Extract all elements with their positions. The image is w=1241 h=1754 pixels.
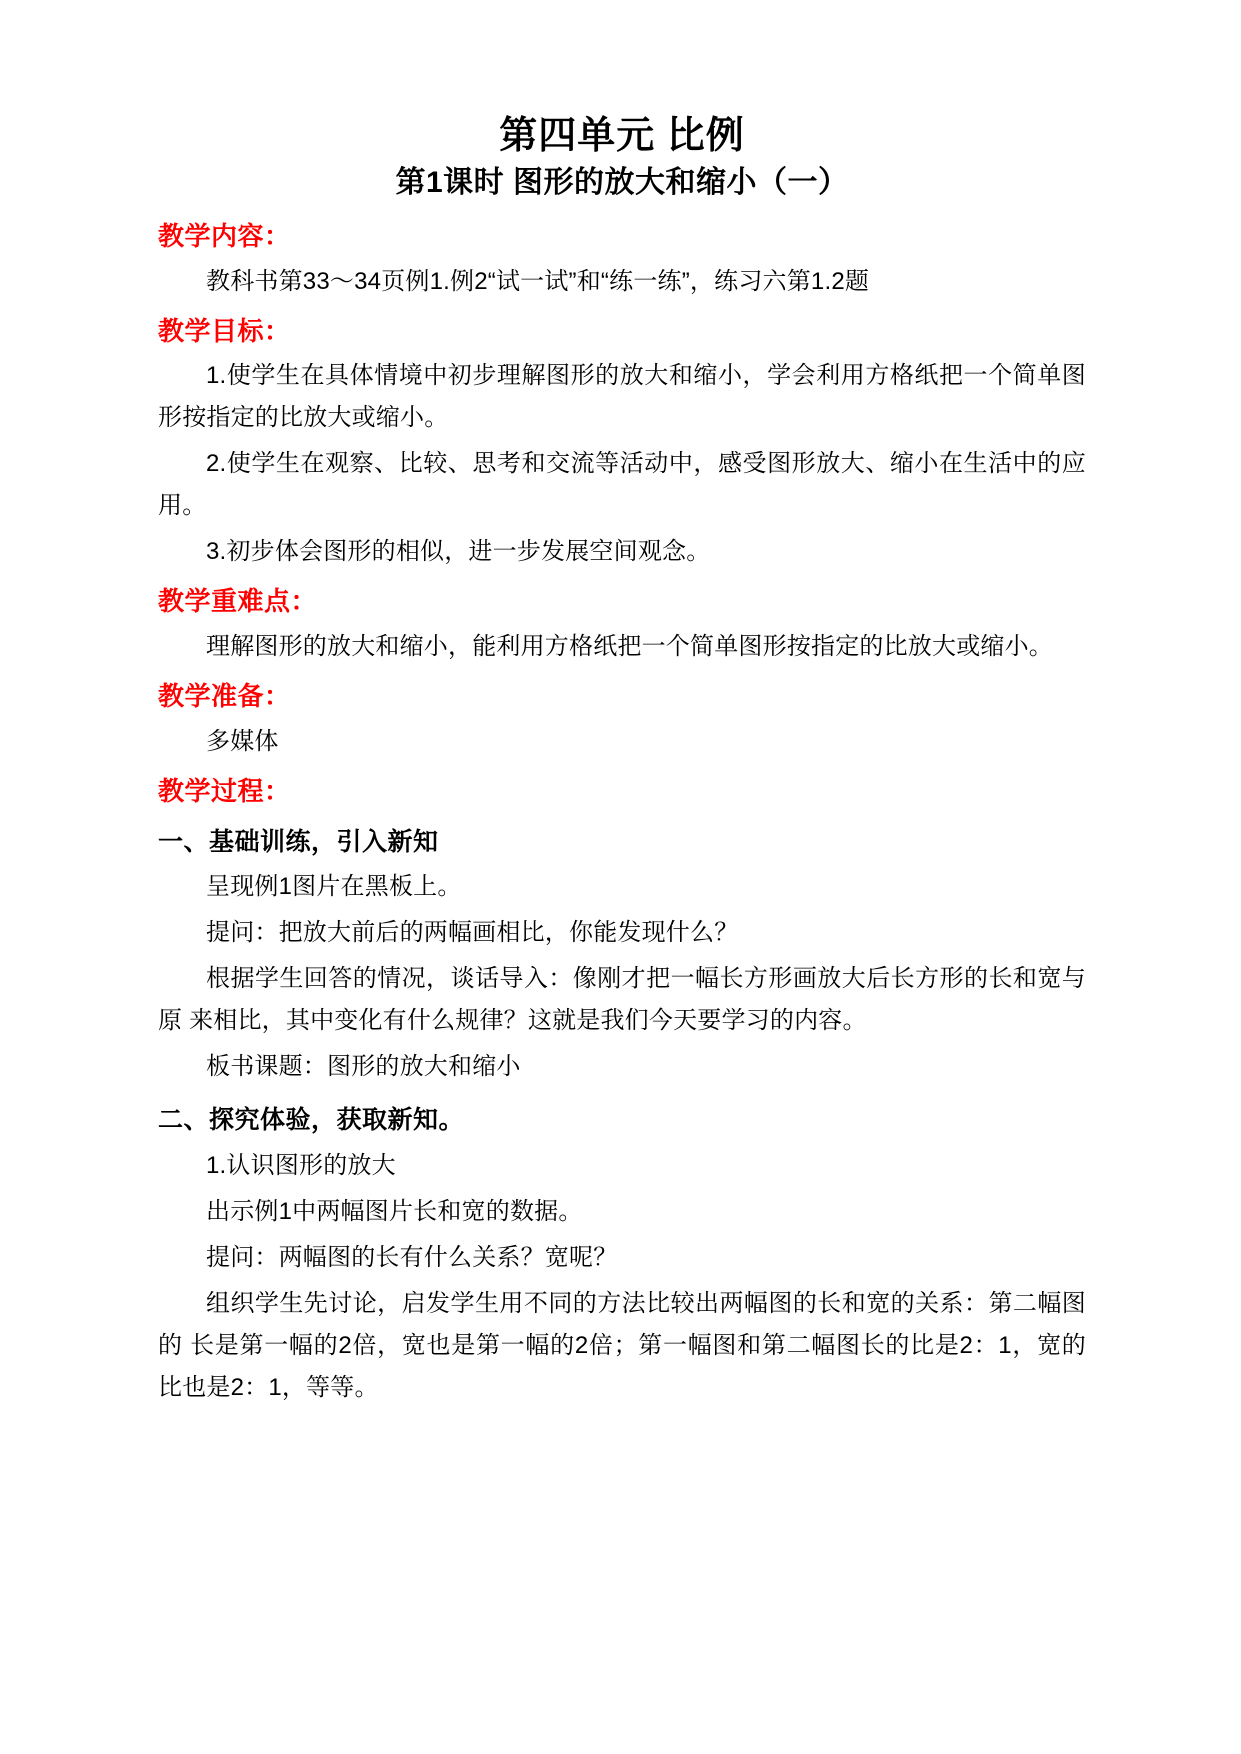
part-one-paragraph: 提问：把放大前后的两幅画相比，你能发现什么？ <box>206 919 739 947</box>
section-heading-key-difficulties: 教学重难点： <box>158 586 318 617</box>
teaching-preparation-body: 多媒体 <box>206 728 279 756</box>
section-heading-teaching-objectives: 教学目标： <box>158 315 291 346</box>
part-two-paragraph: 提问：两幅图的长有什么关系？宽呢？ <box>206 1243 618 1271</box>
part-two-paragraph: 出示例1中两幅图片长和宽的数据。 <box>206 1197 583 1225</box>
teaching-objective-item: 2.使学生在观察、比较、思考和交流等活动中，感受图形放大、缩小在生活中的应用。 <box>158 450 1086 520</box>
subsection-heading-part-one: 一、基础训练，引入新知 <box>158 828 439 857</box>
part-one-paragraph: 板书课题：图形的放大和缩小 <box>206 1053 521 1081</box>
teaching-objective-item: 3.初步体会图形的相似，进一步发展空间观念。 <box>206 538 711 566</box>
section-heading-teaching-content: 教学内容： <box>158 220 291 251</box>
teaching-content-body: 教科书第33～34页例1.例2“试一试”和“练一练”，练习六第1.2题 <box>206 267 870 295</box>
section-heading-teaching-process: 教学过程： <box>158 776 291 807</box>
part-two-paragraph: 组织学生先讨论，启发学生用不同的方法比较出两幅图的长和宽的关系：第二幅图的 长是第一幅的2倍，宽也是第一幅的2倍；第一幅图和第二幅图长的比是2：1，宽的比也是2：1，等等。 <box>158 1289 1086 1401</box>
part-one-paragraph: 根据学生回答的情况，谈话导入：像刚才把一幅长方形画放大后长方形的长和宽与原 来相比，其中变化有什么规律？这就是我们今天要学习的内容。 <box>158 965 1086 1035</box>
section-heading-teaching-preparation: 教学准备： <box>158 681 291 712</box>
document-title-sub: 第1课时 图形的放大和缩小（一） <box>395 165 849 199</box>
part-two-paragraph: 1.认识图形的放大 <box>206 1151 396 1179</box>
subsection-heading-part-two: 二、探究体验，获取新知。 <box>158 1106 465 1135</box>
teaching-objective-item: 1.使学生在具体情境中初步理解图形的放大和缩小，学会利用方格纸把一个简单图形按指定的比放大或缩小。 <box>158 362 1086 432</box>
key-difficulties-body: 理解图形的放大和缩小，能利用方格纸把一个简单图形按指定的比放大或缩小。 <box>206 633 1053 661</box>
part-one-paragraph: 呈现例1图片在黑板上。 <box>206 873 462 901</box>
document-content <box>158 112 1086 1413</box>
document-title-main: 第四单元 比例 <box>499 115 745 157</box>
